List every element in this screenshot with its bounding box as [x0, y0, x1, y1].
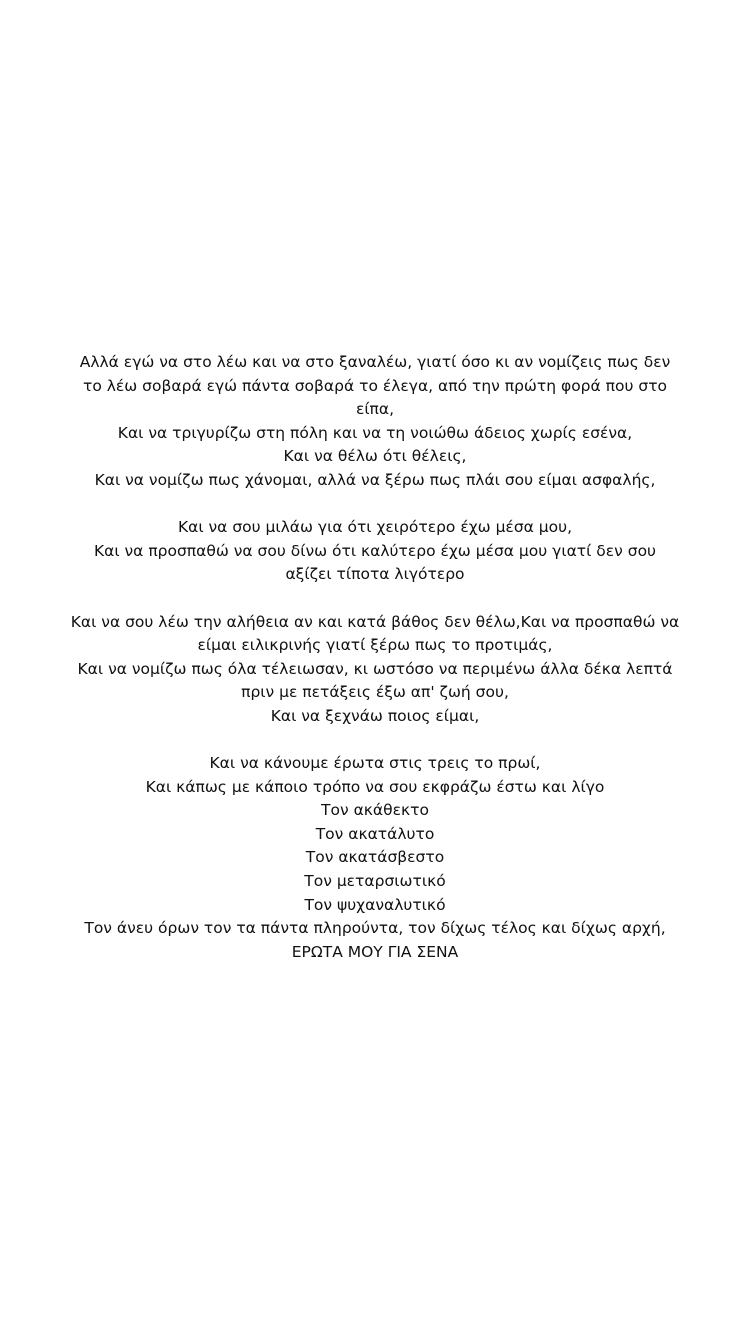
poem-line: Και να νομίζω πως χάνομαι, αλλά να ξέρω πως πλάι σου είμαι ασφαλής,	[94, 470, 656, 489]
poem-line: Και να σου μιλάω για ότι χειρότερο έχω μέσα μου,	[177, 518, 573, 537]
poem-line: Τον μεταρσιωτικό	[304, 872, 446, 891]
poem-line: Τον ακάθεκτο	[321, 801, 429, 820]
stanza-1	[70, 351, 680, 493]
poem-line: Τον ακατάλυτο	[315, 824, 435, 843]
poem-line: Και να ξεχνάω ποιος είμαι,	[270, 706, 480, 725]
poem-text	[70, 351, 680, 964]
poem-line: Αλλά εγώ να στο λέω και να στο ξαναλέω, γιατί όσο κι αν νομίζεις πως δεν το λέω σοβαρά εγώ πάντα σοβαρά το έλεγα, από την πρώτη φορά που στο είπα,	[79, 353, 671, 419]
poem-line: Και να προσπαθώ να σου δίνω ότι καλύτερο έχω μέσα μου γιατί δεν σου αξίζει τίποτα λιγότερο	[93, 541, 657, 584]
poem-line: Και να τριγυρίζω στη πόλη και να τη νοιώθω άδειος χωρίς εσένα,	[117, 423, 633, 442]
stanza-2	[70, 516, 680, 587]
poem-line: Και να νομίζω πως όλα τέλειωσαν, κι ωστόσο να περιμένω άλλα δέκα λεπτά πριν με πετάξεις έξω απ' ζωή σου,	[77, 659, 673, 702]
poem-line: ΕΡΩΤΑ ΜΟΥ ΓΙΑ ΣΕΝΑ	[291, 942, 459, 961]
poem-line: Και κάπως με κάποιο τρόπο να σου εκφράζω έστω και λίγο	[145, 777, 605, 796]
poem-line: Τον ακατάσβεστο	[305, 848, 445, 867]
poem-line: Και να σου λέω την αλήθεια αν και κατά βάθος δεν θέλω,Και να προσπαθώ να είμαι ειλικρινής γιατί ξέρω πως το προτιμάς,	[70, 612, 680, 655]
poem-line: Και να κάνουμε έρωτα στις τρεις το πρωί,	[209, 754, 541, 773]
stanza-4	[70, 752, 680, 964]
poem-line: Και να θέλω ότι θέλεις,	[283, 447, 467, 466]
poem-line: Τον άνευ όρων τον τα πάντα πληρούντα, τον δίχως τέλος και δίχως αρχή,	[84, 919, 666, 938]
poem-line: Τον ψυχαναλυτικό	[304, 895, 446, 914]
stanza-3	[70, 611, 680, 729]
